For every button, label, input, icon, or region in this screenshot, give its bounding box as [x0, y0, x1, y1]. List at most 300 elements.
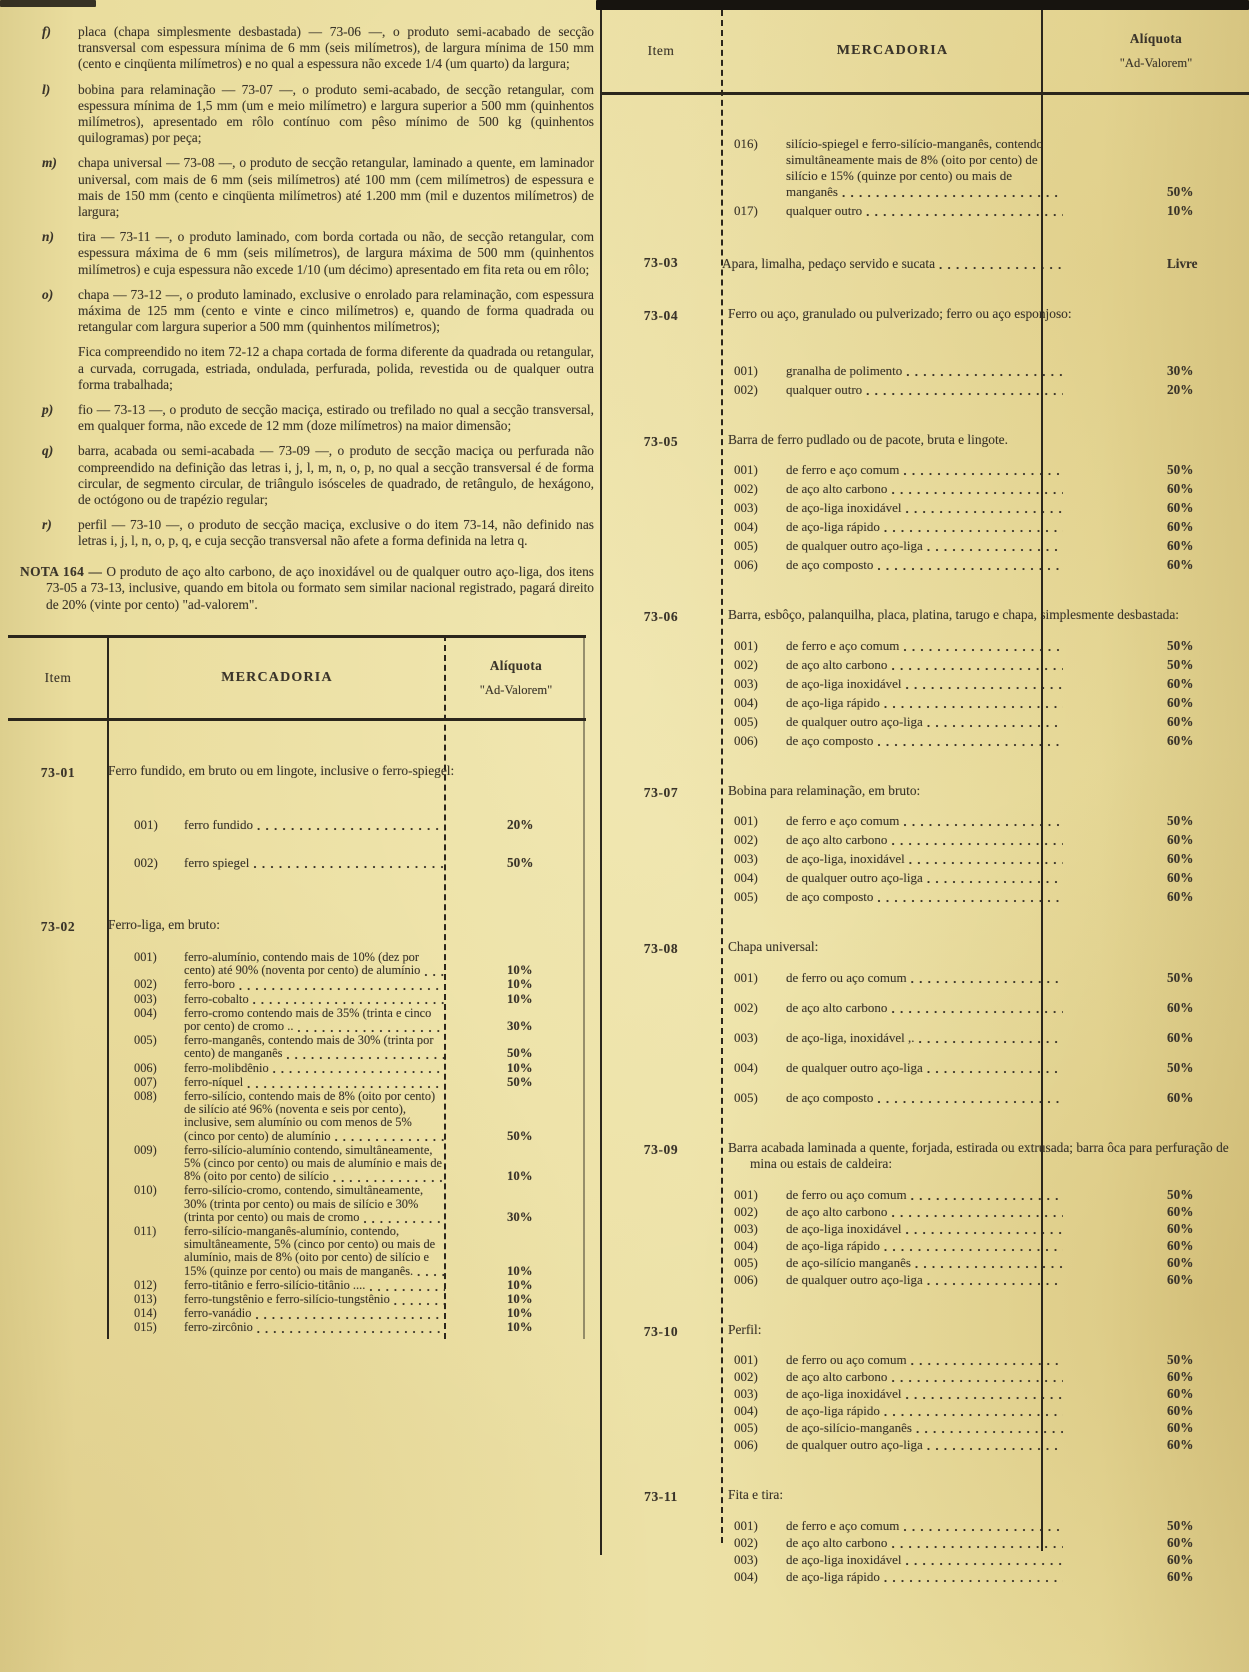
entry-code: 004) — [734, 694, 758, 710]
definition-text: bobina para relaminação — 73-07 —, o produto semi-acabado, de secção retangular, com espessura mínima de 1,5 mm (um e meio milímetro) e largura superior a 500 mm (quinhentos milímetros), apresentado em rôlo contínuo com pêso mínimo de 500 kg (quinhentos quilogramas) por peça; — [78, 81, 594, 146]
entry-code: 008) — [134, 1088, 157, 1103]
section-title-text: Barra, esbôço, palanquilha, placa, platina, tarugo e chapa, simplesmente desbastada: — [728, 607, 1180, 622]
entry-text: ferro-boro — [184, 978, 235, 992]
aliquota-value: 60% — [1167, 1420, 1194, 1435]
entry-text: de aço-liga, inoxidável ,. — [786, 1029, 915, 1045]
aliquota-value: 10% — [1167, 203, 1194, 218]
aliquota-value: 60% — [1167, 675, 1194, 691]
entry-description — [786, 1030, 1063, 1046]
entry-description — [786, 1204, 1063, 1220]
aliquota-value: 10% — [507, 1306, 533, 1321]
section-title-text: Barra acabada laminada a quente, forjada, estirada ou extrusada; barra ôca para perfuração de mina ou estais de caldeira: — [728, 1139, 1229, 1171]
tariff-section — [600, 253, 1249, 272]
entry-text: de aço-liga, inoxidável — [786, 851, 905, 866]
entry-code: 002) — [734, 481, 758, 496]
aliquota-value: 60% — [1167, 1089, 1194, 1105]
entry-text: de aço composto — [786, 732, 874, 748]
tariff-entry — [734, 813, 1249, 829]
aliquota-value: 10% — [507, 1263, 533, 1278]
aliquota-value: 10% — [507, 1291, 533, 1306]
tariff-section — [600, 607, 1249, 749]
definition-text: chapa — 73-12 —, o produto laminado, exclusive o enrolado para relaminação, com espessura máxima de 125 mm (cento e vinte e cinco milímetros) e, quando de forma quadrada ou retangular com largura superior a 500 mm (quinhentos milímetros); — [78, 286, 594, 335]
column-rule — [444, 635, 446, 1339]
section-body — [722, 1140, 1249, 1288]
tariff-entry — [134, 1076, 586, 1089]
entry-text: de aço-liga rápido — [786, 1403, 880, 1418]
aliquota-value: 50% — [1167, 656, 1194, 672]
section-title — [108, 763, 586, 780]
entry-description — [786, 1060, 1063, 1076]
tariff-entry — [734, 870, 1249, 886]
section-title-text: Ferro ou aço, granulado ou pulverizado; ferro ou aço esponjoso: — [728, 306, 1072, 321]
entry-text: de aço alto carbono — [786, 1534, 888, 1550]
entry-description — [786, 1369, 1063, 1385]
entry-code: 006) — [734, 1437, 758, 1452]
entry-description — [786, 1255, 1063, 1271]
entry-code: 002) — [734, 1534, 758, 1550]
column-rule — [583, 635, 585, 1339]
tariff-entry — [134, 1034, 586, 1060]
entry-code: 003) — [734, 1551, 758, 1567]
definition-text: perfil — 73-10 —, o produto de secção maciça, exclusive o do item 73-14, não definido nas letras i, j, l, n, o, p, q, e cuja secção transversal não afete a forma definida na letra q. — [78, 517, 594, 549]
definition-letter: l) — [42, 81, 51, 97]
entry-text: ferro fundido — [184, 817, 253, 833]
entry-description — [786, 1437, 1063, 1453]
entry-description — [786, 382, 1063, 398]
aliquota-value: 60% — [1167, 832, 1194, 847]
tariff-entry — [734, 1060, 1249, 1076]
entry-description — [786, 519, 1063, 535]
section-body — [722, 1322, 1249, 1454]
section-body — [108, 763, 586, 872]
entry-code: 010) — [134, 1183, 157, 1198]
entry-code: 003) — [134, 991, 157, 1006]
aliquota-value: 60% — [1167, 1254, 1194, 1270]
aliquota-value: 60% — [1167, 1237, 1194, 1253]
definition-paragraph — [38, 344, 594, 393]
entry-code: 003) — [734, 1386, 758, 1401]
tariff-entry — [734, 832, 1249, 848]
entry-text: de aço alto carbono — [786, 832, 888, 847]
entry-description — [786, 714, 1063, 730]
entry-code: 002) — [734, 832, 758, 847]
entry-code: 001) — [734, 462, 758, 477]
tariff-table-right — [600, 10, 1249, 1615]
entry-text: ferro-molibdênio — [184, 1061, 269, 1075]
definition-paragraph — [38, 155, 594, 220]
definition-letter: m) — [42, 155, 57, 171]
entry-text: de aço-liga inoxidável — [786, 1551, 902, 1567]
entry-code: 016) — [734, 136, 758, 151]
aliquota-value: 50% — [507, 1074, 533, 1089]
aliquota-value: Livre — [1167, 256, 1198, 271]
aliquota-value: 30% — [507, 1209, 533, 1224]
entry-description — [184, 855, 445, 871]
entry-text: de aço-liga inoxidável — [786, 1386, 902, 1401]
entry-list — [722, 462, 1249, 573]
tariff-entry — [734, 714, 1249, 730]
entry-description — [786, 695, 1063, 711]
definition-letter: r) — [42, 517, 52, 533]
entry-text: de ferro e aço comum — [786, 462, 900, 477]
tariff-entry — [134, 1225, 586, 1278]
entry-code: 014) — [134, 1306, 157, 1321]
aliquota-value: 60% — [1167, 1220, 1194, 1236]
tariff-entry — [734, 462, 1249, 478]
entry-text: de qualquer outro aço-liga — [786, 870, 923, 885]
entry-code: 004) — [734, 519, 758, 534]
entry-description — [786, 1569, 1063, 1585]
scan-edge-artifact — [596, 0, 1249, 10]
entry-code: 012) — [134, 1277, 157, 1292]
entry-code: 002) — [734, 656, 758, 672]
tariff-entry — [734, 638, 1249, 654]
entry-text: de aço alto carbono — [786, 656, 888, 672]
entry-list — [108, 817, 586, 871]
definition-text: barra, acabada ou semi-acabada — 73-09 —, o produto de secção maciça ou perfurada não compreendido na definição das letras i, j, l, m, n, o, p, no qual a secção transversal é de forma circular, de segmento circular, de triângulo isósceles de quadrado, de retângulo, de hexágono, de octógono ou de trapézio regular; — [78, 443, 594, 508]
entry-description — [786, 1420, 1063, 1436]
definition-text: Fica compreendido no item 72-12 a chapa cortada de forma diferente da quadrada ou retangular, a curvada, corrugada, estriada, ondulada, perfurada, polida, revestida ou de qualquer outra forma trabalhada; — [78, 344, 594, 392]
entry-text: de aço alto carbono — [786, 481, 888, 496]
entry-code: 013) — [134, 1291, 157, 1306]
entry-text: de ferro e aço comum — [786, 637, 900, 653]
entry-description — [184, 1062, 445, 1075]
entry-description — [184, 817, 445, 833]
section-body — [108, 917, 586, 1334]
aliquota-value: 60% — [1167, 889, 1194, 904]
entry-description — [786, 889, 1063, 905]
tariff-entry — [734, 695, 1249, 711]
aliquota-value: 10% — [507, 1060, 533, 1075]
header-item: Item — [647, 43, 675, 58]
entry-description — [786, 832, 1063, 848]
entry-list — [108, 951, 586, 1335]
section-title-text: Barra de ferro pudlado ou de pacote, bruta e lingote. — [728, 431, 1008, 447]
definition-letter: q) — [42, 443, 54, 459]
section-body — [722, 1487, 1249, 1585]
tariff-entry — [722, 256, 1249, 272]
entry-description — [184, 1090, 445, 1143]
section-body — [722, 607, 1249, 749]
entry-text: de aço composto — [786, 1089, 874, 1105]
entry-list — [722, 970, 1249, 1106]
aliquota-value: 50% — [1167, 184, 1194, 199]
section-title-text: Bobina para relaminação, em bruto: — [728, 782, 921, 798]
entry-text: ferro-silício, contendo mais de 8% (oito por cento) de silício até 96% (noventa e seis por cento), inclusive, sem alumínio ou com menos de 5% (cinco por cento) de alumínio — [184, 1089, 436, 1143]
aliquota-value: 50% — [1167, 1352, 1194, 1367]
tariff-section — [600, 133, 1249, 219]
entry-code: 017) — [734, 203, 758, 218]
definition-letter: o) — [42, 286, 54, 302]
section-title — [722, 607, 1249, 624]
tariff-entry — [734, 203, 1249, 219]
entry-text: ferro-alumínio, contendo mais de 10% (dez por cento) até 90% (noventa por cento) de alumínio — [184, 950, 421, 978]
entry-text: ferro-níquel — [184, 1075, 244, 1089]
entry-description — [786, 481, 1063, 497]
aliquota-value: 60% — [1167, 870, 1194, 885]
aliquota-value: 10% — [507, 1277, 533, 1292]
entry-text: qualquer outro — [786, 203, 863, 218]
entry-code: 015) — [134, 1320, 157, 1335]
table-header — [600, 10, 1249, 95]
entry-text: de aço-liga inoxidável — [786, 1220, 902, 1236]
entry-text: de aço-liga inoxidável — [786, 675, 902, 691]
entry-text: ferro-silício-cromo, contendo, simultâneamente, 30% (trinta por cento) ou mais de silício e 30% (trinta por cento) ou mais de cromo — [184, 1184, 424, 1224]
aliquota-value: 60% — [1167, 1403, 1194, 1418]
entry-code: 003) — [734, 675, 758, 691]
tariff-entry — [734, 676, 1249, 692]
header-aliquota-line2: "Ad-Valorem" — [479, 682, 553, 697]
entry-code: 001) — [734, 1517, 758, 1533]
entry-code: 004) — [734, 1403, 758, 1418]
section-title-text: Ferro-liga, em bruto: — [108, 917, 220, 933]
tariff-section — [8, 917, 586, 1334]
tariff-entry — [134, 951, 586, 977]
section-body — [722, 133, 1249, 219]
entry-list — [722, 1518, 1249, 1585]
tariff-entry — [734, 363, 1249, 379]
tariff-section — [600, 1322, 1249, 1454]
section-title — [722, 432, 1249, 449]
entry-description — [786, 1272, 1063, 1288]
aliquota-value: 50% — [507, 855, 534, 871]
tariff-entry — [734, 1272, 1249, 1288]
entry-code: 003) — [734, 500, 758, 515]
entry-description — [786, 136, 1063, 200]
entry-description — [786, 813, 1063, 829]
tariff-entry — [134, 1062, 586, 1075]
entry-text: qualquer outro — [786, 381, 863, 397]
entry-text: ferro-tungstênio e ferro-silício-tungstênio — [184, 1292, 390, 1306]
tariff-section — [600, 1487, 1249, 1585]
tariff-entry — [734, 382, 1249, 398]
entry-description — [184, 1076, 445, 1089]
aliquota-value: 60% — [1167, 713, 1194, 729]
tariff-section — [600, 939, 1249, 1106]
entry-description — [786, 538, 1063, 554]
tariff-entry — [734, 1403, 1249, 1419]
tariff-entry — [734, 1352, 1249, 1368]
entry-text: de aço-liga rápido — [786, 694, 880, 710]
aliquota-value: 60% — [1167, 851, 1194, 866]
aliquota-value: 60% — [1167, 999, 1194, 1015]
table-header — [8, 635, 586, 721]
entry-description — [184, 1144, 445, 1184]
definition-text: tira — 73-11 —, o produto laminado, com borda cortada ou não, de secção retangular, com espessura máxima de 6 mm (seis milímetros), de largura máxima de 500 mm (quinhentos milímetros) e cuja espessura não excede 1/10 (um décimo) apresentado em fita reta ou em rôlo; — [78, 229, 594, 277]
tariff-entry — [734, 733, 1249, 749]
section-title — [722, 306, 1249, 323]
definition-paragraph — [38, 402, 594, 434]
entry-text: ferro-titânio e ferro-silício-titânio .... — [184, 1278, 366, 1292]
entry-list — [722, 1352, 1249, 1453]
entry-code: 001) — [734, 1186, 758, 1202]
entry-description — [786, 557, 1063, 573]
entry-description — [786, 1221, 1063, 1237]
nota-paragraph — [20, 564, 594, 613]
entry-code: 005) — [734, 1254, 758, 1270]
definition-paragraph — [38, 287, 594, 336]
entry-description — [786, 1352, 1063, 1368]
section-title-text: Fita e tira: — [728, 1487, 784, 1502]
entry-text: de ferro e aço comum — [786, 813, 900, 828]
definition-text: fio — 73-13 —, o produto de secção maciça, estirado ou trefilado no qual a secção transversal, em qualquer forma, não excede de 12 mm (doze milímetros) na maior dimensão; — [78, 402, 594, 434]
section-title — [722, 939, 1249, 956]
tariff-entry — [734, 1569, 1249, 1585]
left-column — [8, 0, 608, 1345]
aliquota-value: 60% — [1167, 1203, 1194, 1219]
entry-text: de aço alto carbono — [786, 999, 888, 1015]
tariff-entry — [734, 657, 1249, 673]
entry-description — [786, 500, 1063, 516]
entry-description — [184, 1307, 445, 1320]
aliquota-value: 60% — [1167, 1568, 1194, 1584]
header-mercadoria: MERCADORIA — [836, 43, 949, 58]
entry-code: 001) — [134, 817, 158, 833]
item-number: 73-09 — [643, 1141, 679, 1157]
aliquota-value: 60% — [1167, 732, 1194, 748]
item-number — [600, 133, 722, 219]
entry-text: de aço composto — [786, 889, 874, 904]
tariff-entry — [734, 889, 1249, 905]
entry-description — [722, 256, 1063, 272]
tariff-entry — [734, 1000, 1249, 1016]
entry-code: 004) — [734, 870, 758, 885]
tariff-entry — [134, 1293, 586, 1306]
entry-description — [184, 951, 445, 977]
section-body — [722, 253, 1249, 272]
entry-code: 003) — [734, 851, 758, 866]
entry-code: 001) — [734, 1352, 758, 1367]
entry-code: 005) — [734, 1420, 758, 1435]
tariff-entry — [134, 1090, 586, 1143]
entry-description — [786, 851, 1063, 867]
entry-description — [786, 363, 1063, 379]
tariff-entry — [734, 1535, 1249, 1551]
tariff-entry — [134, 817, 586, 833]
tariff-entry — [734, 1204, 1249, 1220]
aliquota-value: 60% — [1167, 1551, 1194, 1567]
entry-description — [184, 1225, 445, 1278]
header-mercadoria: MERCADORIA — [221, 669, 333, 685]
entry-code: 004) — [134, 1005, 157, 1020]
entry-text: ferro-cromo contendo mais de 35% (trinta e cinco por cento) de cromo .. — [184, 1006, 432, 1033]
entry-code: 005) — [734, 713, 758, 729]
entry-code: 002) — [734, 381, 758, 397]
entry-text: de aço alto carbono — [786, 1369, 888, 1384]
section-title — [722, 1322, 1249, 1339]
entry-list — [722, 813, 1249, 905]
entry-code: 006) — [734, 557, 758, 572]
tariff-entry — [134, 855, 586, 871]
definition-paragraph — [38, 24, 594, 73]
aliquota-value: 60% — [1167, 694, 1194, 710]
aliquota-value: 60% — [1167, 1029, 1194, 1045]
item-number: 73-03 — [643, 255, 679, 270]
definition-letter: n) — [42, 229, 54, 245]
aliquota-value: 50% — [507, 1128, 533, 1143]
definition-paragraph — [38, 82, 594, 147]
tariff-entry — [734, 1369, 1249, 1385]
nota-label: NOTA 164 — — [20, 563, 103, 579]
entry-code: 005) — [734, 889, 758, 904]
aliquota-value: 50% — [1167, 462, 1194, 477]
aliquota-value: 50% — [1167, 813, 1194, 828]
item-number: 73-05 — [643, 433, 679, 449]
entry-text: ferro spiegel — [184, 855, 250, 871]
tariff-entry — [734, 1255, 1249, 1271]
definition-text: placa (chapa simplesmente desbastada) — 73-06 —, o produto semi-acabado de secção transversal com espessura mínima de 6 mm (seis milímetros), de largura mínima de 150 mm (cento e cinqüenta milímetros) e no qual a espessura não excede 1/4 (um quarto) da largura; — [78, 24, 594, 72]
tariff-table-left — [8, 635, 586, 1345]
section-title — [722, 1140, 1249, 1173]
entry-description — [786, 1238, 1063, 1254]
tariff-entry — [134, 978, 586, 991]
definition-letter: f) — [42, 24, 51, 39]
entry-code: 006) — [734, 732, 758, 748]
tariff-entry — [134, 1007, 586, 1033]
aliquota-value: 60% — [1167, 519, 1194, 534]
aliquota-value: 10% — [507, 1169, 533, 1184]
aliquota-value: 60% — [1167, 1386, 1194, 1401]
item-number: 73-11 — [644, 1489, 678, 1504]
item-number: 73-08 — [643, 941, 679, 956]
entry-description — [786, 1187, 1063, 1203]
entry-text: de ferro e aço comum — [786, 1517, 900, 1533]
header-aliquota-line1: Alíquota — [489, 657, 543, 673]
tariff-entry — [734, 1386, 1249, 1402]
aliquota-value: 30% — [507, 1018, 533, 1033]
tariff-entry — [734, 1437, 1249, 1453]
section-title-text: Ferro fundido, em bruto ou em lingote, inclusive o ferro-spiegel: — [108, 762, 455, 778]
tariff-entry — [734, 557, 1249, 573]
entry-text: ferro-manganês, contendo mais de 30% (trinta por cento) de manganês — [184, 1034, 434, 1061]
section-body — [722, 432, 1249, 574]
tariff-section — [600, 783, 1249, 906]
tariff-entry — [734, 481, 1249, 497]
tariff-entry — [734, 538, 1249, 554]
section-title — [108, 917, 586, 934]
entry-description — [184, 1293, 445, 1306]
section-body — [722, 939, 1249, 1106]
nota-text: O produto de aço alto carbono, de aço inoxidável ou de qualquer outro aço-liga, dos itens 73-05 a 73-13, inclusive, quando em bitola ou formato sem similar nacional registrado, pagará direito de 20% (vinte por cento) "ad-valorem". — [46, 563, 594, 612]
entry-code: 002) — [734, 1369, 758, 1384]
entry-description — [786, 638, 1063, 654]
entry-text: ferro-silício-alumínio contendo, simultâneamente, 5% (cinco por cento) ou mais de alumínio e mais de 8% (oito por cento) de silício — [184, 1143, 443, 1184]
column-rule — [107, 635, 109, 1339]
aliquota-value: 60% — [1167, 1437, 1194, 1452]
definition-paragraph — [38, 443, 594, 508]
aliquota-value: 50% — [1167, 1186, 1194, 1202]
tariff-entry — [734, 519, 1249, 535]
entry-list — [722, 136, 1249, 219]
aliquota-value: 10% — [507, 1320, 533, 1335]
aliquota-value: 10% — [507, 963, 533, 978]
entry-description — [786, 203, 1063, 219]
aliquota-value: 20% — [1167, 381, 1194, 397]
entry-code: 009) — [134, 1142, 157, 1157]
definition-paragraph — [38, 229, 594, 278]
entry-code: 005) — [134, 1033, 157, 1048]
item-number: 73-02 — [40, 919, 76, 935]
entry-text: de aço-liga rápido — [786, 519, 880, 534]
section-title-text: Chapa universal: — [728, 939, 819, 954]
entry-description — [184, 1034, 445, 1060]
entry-code: 001) — [734, 362, 758, 378]
aliquota-value: 60% — [1167, 1271, 1194, 1287]
item-number: 73-04 — [643, 308, 679, 323]
entry-text: de qualquer outro aço-liga — [786, 1437, 923, 1452]
table-body — [8, 721, 586, 1345]
entry-description — [184, 993, 445, 1006]
